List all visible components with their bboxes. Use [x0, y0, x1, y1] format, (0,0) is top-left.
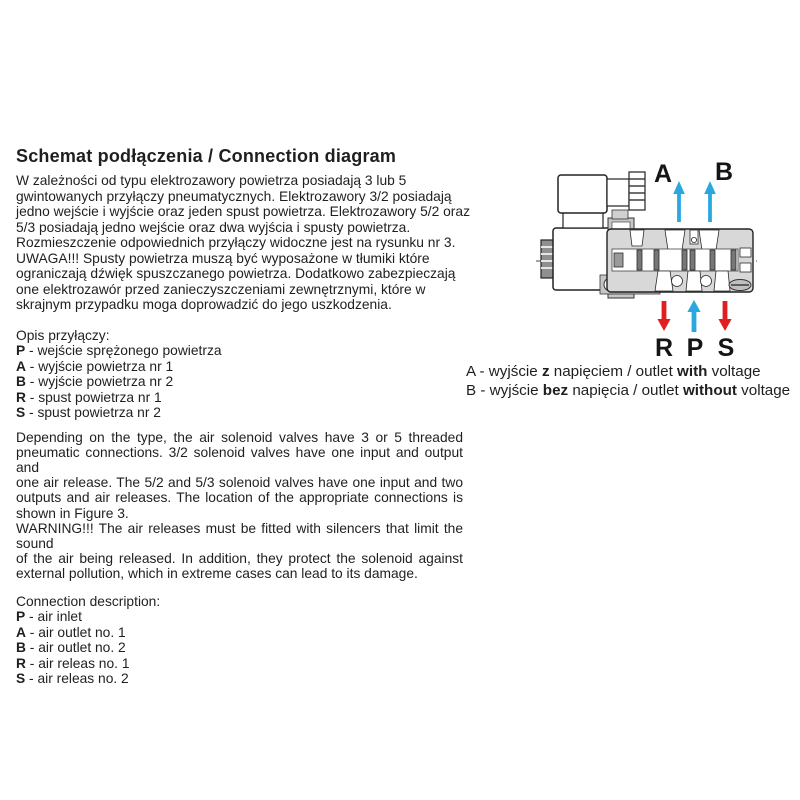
port-key: A [16, 358, 26, 374]
arrow-down-release-r-icon [657, 301, 670, 331]
port-description-pl-heading: Opis przyłączy: [16, 327, 110, 343]
port-item [16, 671, 463, 687]
intro-paragraph-pl [16, 173, 470, 313]
port-item [16, 374, 463, 390]
valve-body [607, 229, 753, 292]
label-port-r: R [654, 334, 674, 360]
en-line: WARNING!!! The air releases must be fitted with silencers that limit the sound [16, 520, 463, 551]
label-port-a: A [653, 160, 673, 188]
port-description-pl [16, 328, 463, 421]
label-port-p: P [686, 334, 704, 360]
caption-line-b: B - wyjście bez napięcia / outlet without voltage [466, 382, 791, 399]
port-item [16, 390, 463, 406]
port-desc: - air releas no. 2 [25, 671, 129, 687]
pilot-port [630, 230, 644, 246]
port-desc: - air inlet [25, 609, 82, 625]
port-key: B [16, 374, 26, 389]
pl-line: gwintowanych przyłączy pneumatycznych. Elektrozawory 3/2 posiadają [16, 188, 452, 204]
diagram-caption [466, 362, 798, 400]
mount-hole [701, 276, 712, 287]
port-desc: - air outlet no. 1 [25, 624, 126, 640]
arrow-up-outlet-b-icon [704, 181, 716, 222]
pl-line: W zależności od typu elektrozawory powietrza posiadają 3 lub 5 [16, 173, 407, 188]
cable-gland [629, 172, 645, 210]
intro-paragraph-en [16, 430, 463, 582]
port-key: S [16, 671, 26, 687]
en-line: outputs and air releases. The location of the appropriate connections is [16, 490, 463, 506]
port-item [16, 609, 463, 625]
mount-hole [672, 276, 683, 287]
port-key: R [16, 655, 26, 671]
port-description-en [16, 594, 463, 687]
port-item [16, 640, 463, 656]
cable-connector [558, 175, 607, 213]
port-item [16, 343, 463, 359]
port-p-opening [686, 271, 702, 291]
port-item [16, 405, 463, 421]
valve-connection-figure [533, 160, 763, 360]
en-line: of the air being released. In addition, they protect the solenoid against [16, 551, 463, 567]
valve-diagram [533, 160, 763, 360]
en-line: external pollution, which in extreme cases can lead to its damage. [16, 566, 418, 582]
port-desc: - spust powietrza nr 1 [25, 389, 162, 405]
port-description-en-heading: Connection description: [16, 593, 161, 609]
arrow-up-inlet-p-icon [687, 300, 700, 332]
pilot-ball [691, 237, 696, 242]
pl-line: Rozmieszczenie odpowiednich przyłączy widoczne jest na rysunku nr 3. [16, 235, 456, 250]
end-cap-detail [740, 248, 751, 257]
port-r-opening [655, 271, 673, 291]
port-desc: - spust powietrza nr 2 [25, 405, 161, 420]
caption-line-a: A - wyjście z napięciem / outlet with voltage [466, 363, 761, 380]
port-a-opening [665, 230, 685, 250]
port-key: P [16, 609, 26, 625]
pl-line: 5/3 posiadają jedno wejście oraz dwa wyjścia i spusty powietrza. [16, 219, 411, 235]
pl-line: UWAGA!!! Spusty powietrza muszą być wyposażone w tłumiki które [16, 250, 430, 266]
port-desc: - wyjście powietrza nr 2 [25, 374, 174, 389]
pl-line: ograniczają dźwięk spuszczanego powietrza. Dodatkowo zabezpieczają [16, 266, 456, 281]
port-desc: - wyjście powietrza nr 1 [25, 358, 174, 374]
port-key: R [16, 389, 26, 405]
port-key: A [16, 624, 26, 640]
port-desc: - air releas no. 1 [25, 655, 130, 671]
text-column [16, 146, 470, 687]
port-item [16, 625, 463, 641]
port-b-opening [699, 230, 719, 250]
label-port-s: S [717, 334, 735, 360]
pl-line: one elektrozawór przed zanieczyszczeniami zewnętrznymi, które w [16, 281, 426, 297]
arrow-up-outlet-a-icon [673, 181, 685, 222]
port-key: S [16, 405, 26, 420]
en-line: Depending on the type, the air solenoid valves have 3 or 5 threaded [16, 429, 463, 445]
port-item [16, 656, 463, 672]
label-port-b: B [714, 160, 734, 186]
port-key: B [16, 640, 26, 656]
port-desc: - air outlet no. 2 [25, 640, 126, 656]
page-title: Schemat podłączenia / Connection diagram [16, 146, 397, 166]
port-s-opening [714, 271, 730, 291]
spool [612, 249, 738, 271]
port-desc: - wejście sprężonego powietrza [25, 343, 222, 358]
en-line: pneumatic connections. 3/2 solenoid valves have one input and output and [16, 444, 463, 475]
port-key: P [16, 343, 26, 358]
en-line: one air release. The 5/2 and 5/3 solenoid valves have one input and two [16, 475, 463, 491]
port-item [16, 359, 463, 375]
arrow-down-release-s-icon [718, 301, 731, 331]
en-line: shown in Figure 3. [16, 505, 129, 521]
pl-line: skrajnym przypadku moga doprowadzić do jego uszkodzenia. [16, 297, 392, 312]
pl-line: jedno wejście i wyjście oraz jeden spust powietrza. Elektrozawory 5/2 oraz [16, 204, 470, 219]
